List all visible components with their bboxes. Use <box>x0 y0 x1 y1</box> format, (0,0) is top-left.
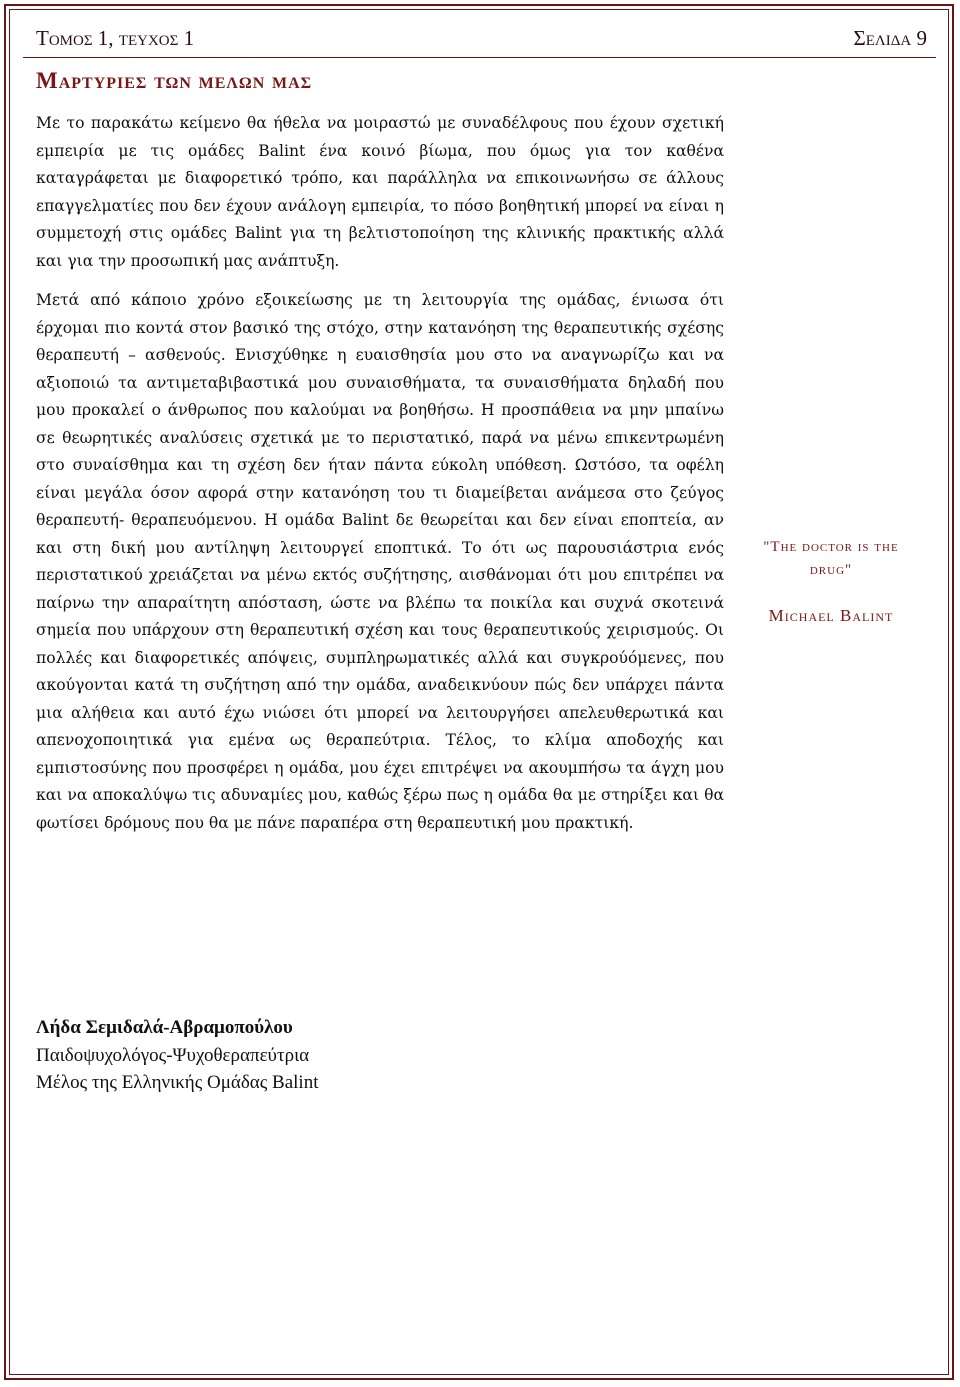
pull-quote: "The doctor is the drug" <box>763 539 899 578</box>
article-body <box>36 110 724 849</box>
page-header <box>36 22 927 54</box>
quote-author: Michael Balint <box>768 606 894 625</box>
sidebar-quote-box <box>746 536 916 626</box>
page-number: Σελιδα 9 <box>853 25 927 50</box>
paragraph-2: Μετά από κάποιο χρόνο εξοικείωσης με τη λειτουργία της ομάδας, ένιωσα ότι έρχομαι πιο κοντά στον βασικό της στόχο, στην κατανόηση της θεραπευτικής σχέσης θεραπευτή – ασθενούς. Ενισχύθηκε η ευαισθησία μου στο να αναγνωρίζω και να αξιοποιώ τα αντιμεταβιβαστικά μου συναισθήματα, τα συναισθήματα δηλαδή που μου προκαλεί ο άνθρωπος που καλούμαι να βοηθήσω. Η προσπάθεια να μην μπαίνω σε θεωρητικές αναλύσεις σχετικά με το περιστατικό, παρά να μένω επικεντρωμένη στο συναίσθημα και τη σχέση δεν ήταν πάντα εύκολη υπόθεση. Ωστόσο, τα οφέλη είναι μεγάλα όσον αφορά στην κατανόηση του τι διαμείβεται ανάμεσα στο ζεύγος θεραπευτή- θεραπευόμενου. Η ομάδα Balint δε θεωρείται και δεν είναι εποπτεία, αν και στη δική μου αντίληψη λειτουργεί εποπτικά. Το ότι ως παρουσιάστρια ενός περιστατικού χρειάζεται να μένω εκτός συζήτησης, αισθάνομαι ότι μου επιτρέπει να παίρνω την απαραίτητη απόσταση, ώστε να βλέπω τα ποικίλα και συχνά σκοτεινά σημεία που υπάρχουν στη θεραπευτική σχέση και τους θεραπευτικούς χειρισμούς. Οι πολλές και διαφορετικές απόψεις, συμπληρωματικές αλλά και συγκρούόμενες, που ακούγονται κατά τη συζήτηση από την ομάδα, αναδεικνύουν πώς δεν υπάρχει πάντα μια αλήθεια και αυτό έχω νιώσει ότι μπορεί να λειτουργήσει απελευθερωτικά και απενοχοποιητικά για εμένα ως θεραπεύτρια. Τέλος, το κλίμα αποδοχής και εμπιστοσύνης που προσφέρει η ομάδα, μου έχει επιτρέψει να ακουμπήσω τα άγχη μου και να αποκαλύψω τις αδυναμίες μου, καθώς ξέρω πως η ομάδα θα με στηρίξει και θα φωτίσει δρόμους που θα με πάνε παραπέρα στη θεραπευτική μου πρακτική. <box>36 291 724 832</box>
header-divider <box>23 57 936 58</box>
author-name: Λήδα Σεμιδαλά-Αβραμοπούλου <box>36 1017 293 1038</box>
section-title: Μαρτυριες των μελων μας <box>36 68 313 93</box>
author-role: Παιδοψυχολόγος-Ψυχοθεραπεύτρια <box>36 1044 310 1066</box>
issue-label: Τομος 1, τευχος 1 <box>36 25 195 50</box>
signature-block <box>36 1014 636 1097</box>
author-membership: Μέλος της Ελληνικής Ομάδας Balint <box>36 1072 319 1093</box>
paragraph-1: Με το παρακάτω κείμενο θα ήθελα να μοιραστώ με συναδέλφους που έχουν σχετική εμπειρία με τις ομάδες Balint ένα κοινό βίωμα, που όμως για τον καθένα καταγράφεται με διαφορετικό τρόπο, και παράλληλα να επικοινωνήσω σε άλλους επαγγελματίες που δεν έχουν ανάλογη εμπειρία, το πόσο βοηθητική μπορεί να είναι η συμμετοχή στις ομάδες Balint για τη βελτιστοποίηση της κλινικής πρακτικής αλλά και για την προσωπική μας ανάπτυξη. <box>36 114 724 270</box>
